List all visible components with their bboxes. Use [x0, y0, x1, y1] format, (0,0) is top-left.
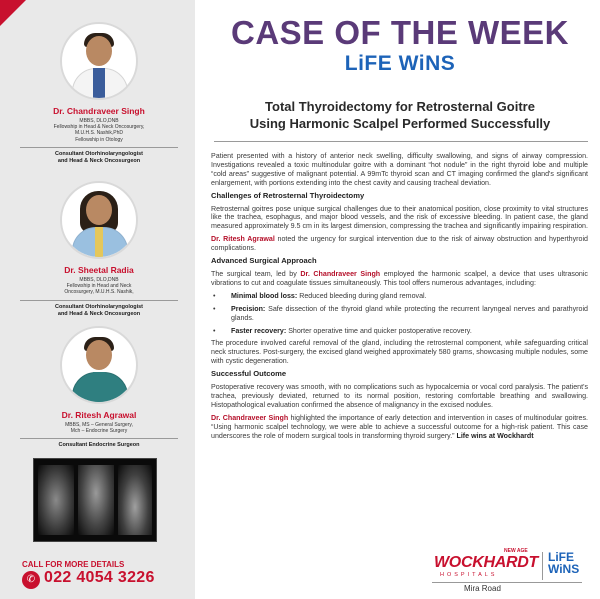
- advantages-list: [211, 292, 588, 336]
- doctor-qualifications: MBBS, MS – General Surgery, Mch – Endocrine Surgery: [65, 422, 133, 435]
- doctor-role: Consultant Otorhinolaryngologist and Head & Neck Oncosurgeon: [55, 303, 143, 317]
- doctor-card-chandraveer: [14, 22, 184, 165]
- doctor-role: Consultant Otorhinolaryngologist and Head & Neck Oncosurgeon: [55, 150, 143, 164]
- doctor-photo: [60, 22, 138, 100]
- doctor-qualifications: MBBS, DLO,DNB Fellowship in Head and Neck Oncosurgery, M.U.H.S. Nashik,: [64, 277, 134, 296]
- wockhardt-logo: NEW AGE WOCKHARDT HOSPITALS LiFE WiNS Mira Road: [418, 548, 596, 596]
- doctor-name: Dr. Ritesh Agrawal: [61, 410, 137, 420]
- section-heading: Successful Outcome: [211, 369, 287, 379]
- list-item: • Minimal blood loss: Reduced bleeding during gland removal.: [213, 291, 427, 300]
- section-heading: Advanced Surgical Approach: [211, 256, 317, 266]
- phone-number[interactable]: 022 4054 3226: [44, 569, 155, 586]
- doctor-role: Consultant Endocrine Surgeon: [58, 442, 140, 449]
- phone-icon: ✆: [22, 571, 40, 589]
- doctor-photo: [60, 181, 138, 259]
- life-wins-logo: LiFE WiNS: [344, 52, 456, 75]
- ct-scan-image: [33, 458, 157, 542]
- doctor-sidebar: [0, 0, 195, 599]
- list-item: • Faster recovery: Shorter operative time and quicker postoperative recovery.: [213, 326, 472, 335]
- paragraph: Retrosternal goitres pose unique surgical challenges due to their anatomical position, close proximity to vital structures like the trachea, esophagus, and major blood vessels, and the risk of excessive bleeding. In patient case, the gland measured approximately 9.5 cm in its largest dimension, compressing the trachea and significantly impairing respiration.: [211, 204, 588, 231]
- paragraph: The procedure involved careful removal of the gland, including the retrosternal component, while safeguarding critical neck structures. Post-surgery, the excised gland weighed approximately 580 grams, showcasing multiple nodules, some with cystic degeneration.: [211, 339, 588, 366]
- page-title: CASE OF THE WEEK: [230, 14, 570, 51]
- case-subtitle: Total Thyroidectomy for Retrosternal Goitre Using Harmonic Scalpel Performed Successfully: [249, 99, 551, 131]
- divider: [20, 300, 178, 301]
- doctor-qualifications: MBBS, DLO,DNB Fellowship in Head & Neck Oncosurgery, M.U.H.S. Nashik,PhD Fellowship in Otology: [53, 118, 145, 143]
- divider: [20, 147, 178, 148]
- doctor-photo: [60, 326, 138, 404]
- doctor-card-sheetal: [14, 181, 184, 318]
- life-wins-mark: LiFE WiNS: [548, 550, 580, 576]
- paragraph: Postoperative recovery was smooth, with no complications such as hypocalcemia or vocal cord paralysis. The patient's trachea, previously deviated, returned to its normal position, restoring comfortable breathing and swallowing. Histopathological evaluation confirmed the absence of malignancy in the excised nodules.: [211, 383, 588, 409]
- doctor-name: Dr. Sheetal Radia: [64, 265, 134, 275]
- location-label: Mira Road: [464, 584, 501, 593]
- divider: [214, 141, 588, 142]
- paragraph: Dr. Ritesh Agrawal noted the urgency for surgical intervention due to the risk of airway obstruction and hyperthyroid complications.: [211, 235, 588, 253]
- doctor-name: Dr. Chandraveer Singh: [53, 106, 145, 116]
- article-body: [211, 152, 588, 444]
- divider: [20, 438, 178, 439]
- paragraph: The surgical team, led by Dr. Chandraveer Singh employed the harmonic scalpel, a device that uses ultrasonic vibrations to cut and coagulate tissues simultaneously. This tool offers numerous advantages, including:: [211, 269, 588, 287]
- section-heading: Challenges of Retrosternal Thyroidectomy: [211, 190, 365, 200]
- paragraph: Dr. Chandraveer Singh highlighted the importance of early detection and intervention in cases of multinodular goitres. “Using harmonic scalpel technology, we were able to achieve a successful outcome for a high-risk patient. This case underscores the role of modern surgical tools in transforming thyroid surgery.” Life wins at Wockhardt: [211, 413, 588, 440]
- list-item: • Precision: Safe dissection of the thyroid gland while protecting the recurrent laryngeal nerves and parathyroid glands.: [213, 304, 588, 322]
- intro-paragraph: Patient presented with a history of anterior neck swelling, difficulty swallowing, and signs of airway compression. Investigations revealed a toxic multinodular goitre with a dominant “hot nodule” in the right thyroid lobe and multiple “cold areas” suggestive of malignant potential. A 99mTc thyroid scan and CT imaging confirmed the gland's significant enlargement, with portions extending into the chest cavity and causing tracheal deviation.: [211, 152, 588, 187]
- doctor-card-ritesh: [14, 326, 184, 449]
- call-label: CALL FOR MORE DETAILS: [22, 560, 125, 569]
